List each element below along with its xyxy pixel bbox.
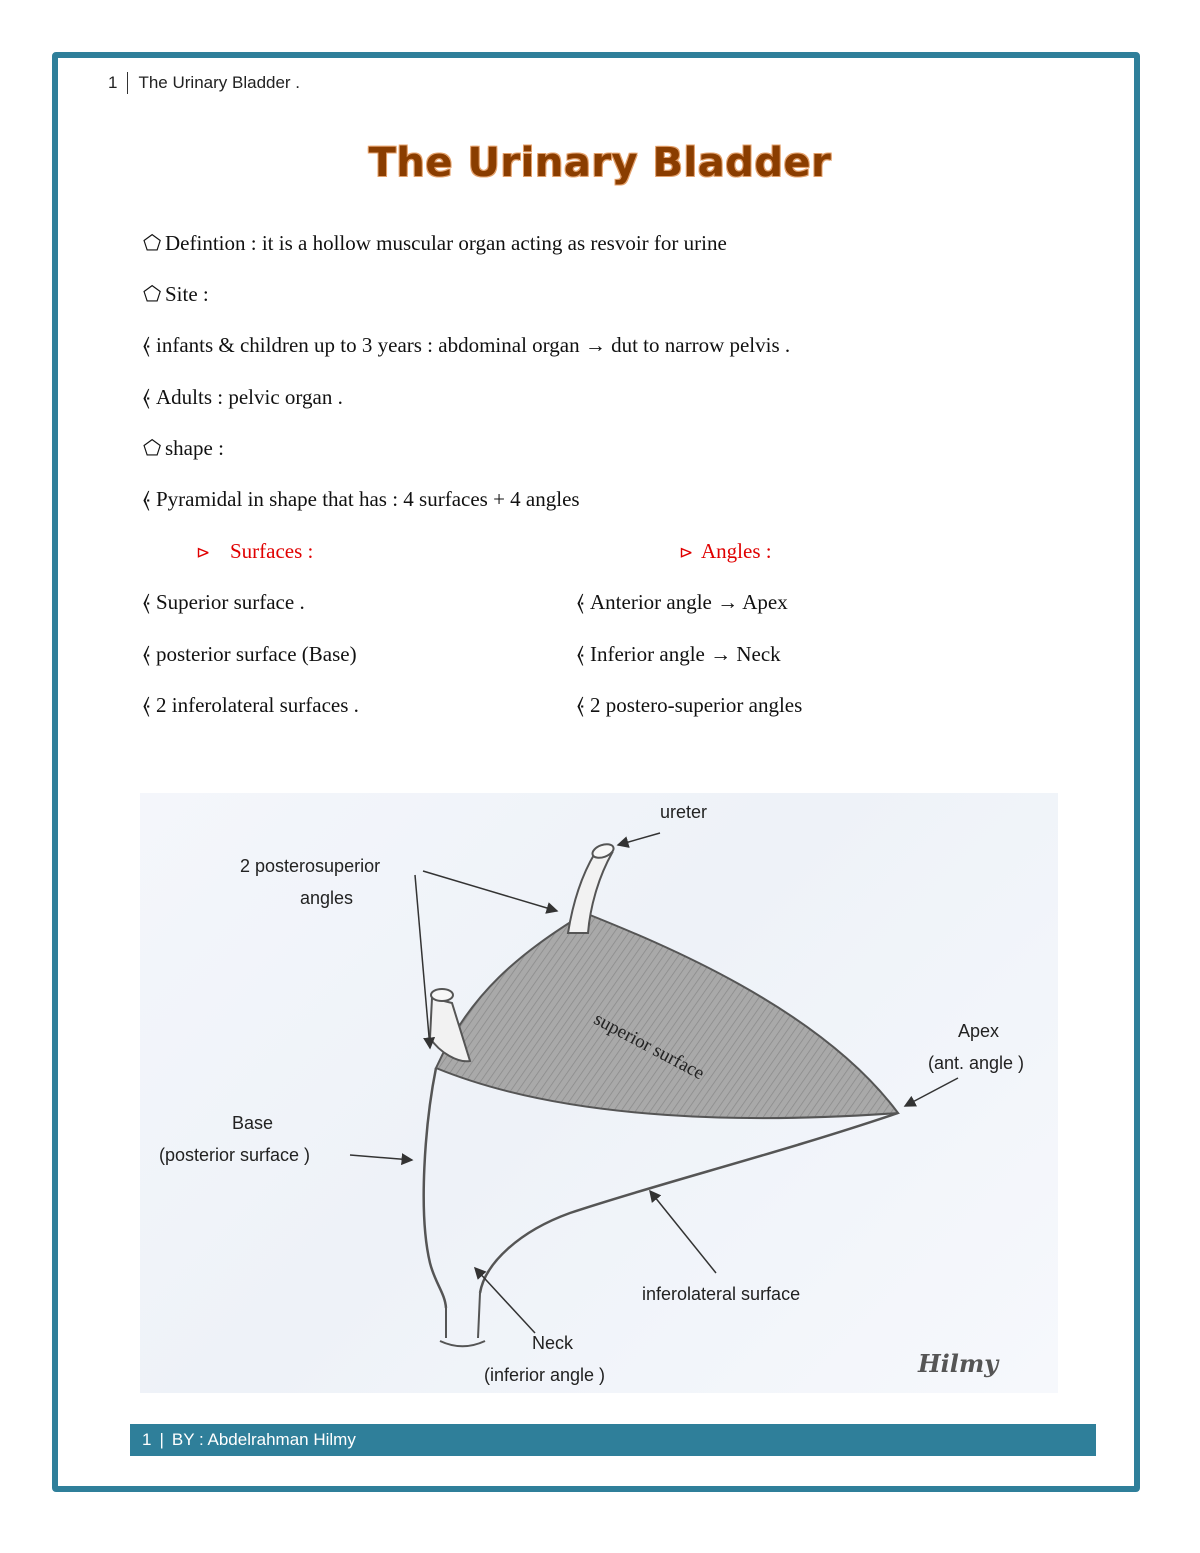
page-header [108, 72, 300, 94]
surface-item [143, 590, 305, 615]
page-footer [130, 1424, 1096, 1456]
bladder-diagram [140, 793, 1058, 1393]
angles-heading [679, 539, 772, 564]
bullet-icon: ⦑ [577, 590, 584, 614]
footer-author: BY : Abdelrahman Hilmy [171, 1430, 356, 1449]
site-line [143, 282, 209, 307]
definition-line [143, 231, 727, 256]
shape-line [143, 436, 224, 461]
bullet-icon: ⦑ [577, 693, 584, 717]
angle-item [577, 693, 802, 718]
label-ureter: ureter [660, 802, 708, 822]
heading-marker-icon: ⬠ [143, 231, 162, 255]
surface-item-text: posterior surface (Base) [156, 642, 357, 666]
angle-item-text: 2 postero-superior angles [590, 693, 803, 717]
site-text: Site : [165, 282, 209, 306]
header-page-number: 1 [108, 73, 118, 92]
bullet-icon: ⦑ [143, 333, 150, 357]
ureter-right-opening [591, 842, 616, 861]
signature: Hilmy [918, 1349, 999, 1378]
header-divider [127, 72, 128, 94]
infants-line [143, 333, 790, 358]
definition-text: Defintion : it is a hollow muscular organ acting as resvoir for urine [165, 231, 727, 255]
heading-marker-icon: ⬠ [143, 282, 162, 306]
surfaces-heading-text: Surfaces : [230, 539, 314, 563]
triangle-marker-icon: ⊳ [679, 543, 694, 562]
label-base-surface: (posterior surface ) [159, 1145, 311, 1165]
angle-item [577, 590, 788, 615]
bullet-icon: ⦑ [143, 590, 150, 614]
pyramidal-text: Pyramidal in shape that has : 4 surfaces + 4 angles [156, 487, 580, 511]
surface-item-text: 2 inferolateral surfaces . [156, 693, 359, 717]
bullet-icon: ⦑ [143, 487, 150, 511]
infants-text: infants & children up to 3 years : abdominal organ → dut to narrow pelvis . [156, 333, 791, 357]
label-apex: Apex [958, 1021, 1000, 1041]
angle-item-text: Inferior angle → Neck [590, 642, 781, 666]
pyramidal-line [143, 487, 580, 512]
label-posterosuperior-angles: angles [300, 888, 354, 908]
surface-item [143, 693, 359, 718]
surface-item-text: Superior surface . [156, 590, 305, 614]
footer-page-number: 1 [142, 1430, 152, 1449]
base-outline [424, 1068, 446, 1308]
superior-surface-shape [436, 913, 898, 1118]
bullet-icon: ⦑ [143, 642, 150, 666]
label-superior-surface: superior surface [590, 1008, 708, 1085]
inferolateral-outline [480, 1113, 898, 1293]
label-apex-angle: (ant. angle ) [928, 1053, 1025, 1073]
header-title: The Urinary Bladder . [138, 73, 301, 92]
label-base: Base [232, 1113, 274, 1133]
adults-line [143, 385, 343, 410]
footer-separator: | [159, 1430, 164, 1449]
ureter-left-opening [431, 989, 453, 1001]
neck-shape [440, 1293, 485, 1346]
label-inferolateral: inferolateral surface [642, 1284, 801, 1304]
adults-text: Adults : pelvic organ . [156, 385, 343, 409]
triangle-marker-icon: ⊳ [196, 543, 211, 562]
heading-marker-icon: ⬠ [143, 436, 162, 460]
bullet-icon: ⦑ [577, 642, 584, 666]
surface-item [143, 642, 357, 667]
shape-text: shape : [165, 436, 224, 460]
surfaces-heading [196, 539, 313, 564]
label-neck: Neck [532, 1333, 574, 1353]
angles-heading-text: Angles : [701, 539, 772, 563]
bladder-drawing [140, 793, 1058, 1393]
angle-item [577, 642, 781, 667]
label-neck-angle: (inferior angle ) [484, 1365, 606, 1385]
bullet-icon: ⦑ [143, 385, 150, 409]
angle-item-text: Anterior angle → Apex [590, 590, 788, 614]
bullet-icon: ⦑ [143, 693, 150, 717]
label-posterosuperior: 2 posterosuperior [240, 856, 381, 876]
document-title: The Urinary Bladder [368, 140, 832, 186]
